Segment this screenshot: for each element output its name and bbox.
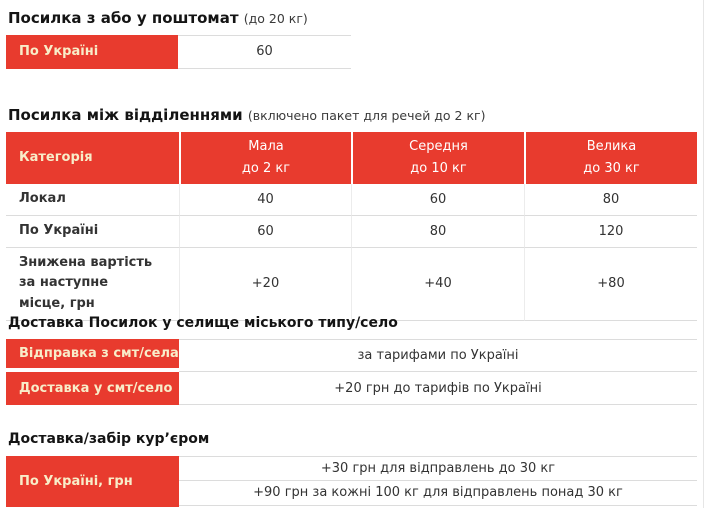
tariff-value: +80 [524, 248, 697, 321]
row-label: Відправка з смт/села [6, 339, 179, 372]
tariff-value: 60 [178, 35, 351, 69]
column-limit: до 2 кг [241, 160, 291, 176]
table-row-reduced-price [6, 248, 697, 312]
table-row-send-from-village [6, 339, 697, 372]
tariff-value: 80 [524, 184, 697, 216]
tariff-value: 120 [524, 216, 697, 248]
postomat-table [6, 35, 700, 69]
tariff-value: +90 грн за кожні 100 кг для відправлень понад 30 кг [179, 481, 697, 506]
section-postomat [6, 9, 700, 69]
tariff-value: 60 [179, 216, 351, 248]
section-title-courier: Доставка/забір кур’єром [8, 431, 210, 447]
row-label: По Україні [6, 35, 178, 69]
village-table [6, 339, 697, 405]
tariff-value: +30 грн для відправлень до 30 кг [179, 456, 697, 481]
section-title-postomat [8, 9, 700, 28]
table-row-local [6, 184, 697, 216]
branches-table [6, 132, 697, 312]
section-between-branches [6, 105, 700, 312]
table-header-row [6, 132, 697, 184]
section-courier [6, 431, 700, 507]
section-title-village: Доставка Посилок у селище міського типу/село [8, 314, 398, 331]
courier-values [179, 456, 697, 507]
row-label: По Україні [6, 216, 179, 248]
tariff-value: 40 [179, 184, 351, 216]
tariff-value: +20 грн до тарифів по Україні [179, 372, 697, 405]
section-subtitle: (включено пакет для речей до 2 кг) [247, 107, 486, 123]
column-name: Мала [248, 139, 284, 155]
column-header-medium [351, 132, 524, 184]
column-header-category: Категорія [6, 132, 179, 184]
row-label: Локал [6, 184, 179, 216]
row-label: Доставка у смт/село [6, 372, 179, 405]
page-edge-line [703, 0, 704, 508]
courier-table [6, 456, 697, 507]
column-limit: до 10 кг [410, 160, 467, 176]
column-name: Велика [586, 139, 637, 155]
column-header-small [179, 132, 351, 184]
column-name: Середня [409, 139, 468, 155]
column-limit: до 30 кг [583, 160, 640, 176]
section-title-between-branches [8, 106, 700, 125]
table-row-ukraine [6, 216, 697, 248]
tariff-value: +40 [351, 248, 524, 321]
column-header-large [524, 132, 697, 184]
table-row-deliver-to-village [6, 372, 697, 405]
tariff-value: +20 [179, 248, 351, 321]
tariff-value: 60 [351, 184, 524, 216]
row-label: По Україні, грн [6, 456, 179, 507]
section-title-text: Посилка між відділеннями [8, 105, 243, 124]
section-village-delivery [6, 315, 700, 406]
tariff-value: за тарифами по Україні [179, 339, 697, 372]
tariff-value: 80 [351, 216, 524, 248]
row-label: Знижена вартість за наступне місце, грн [6, 248, 179, 321]
section-subtitle: (до 20 кг) [243, 11, 308, 26]
section-title-text: Посилка з або у поштомат [8, 9, 239, 27]
